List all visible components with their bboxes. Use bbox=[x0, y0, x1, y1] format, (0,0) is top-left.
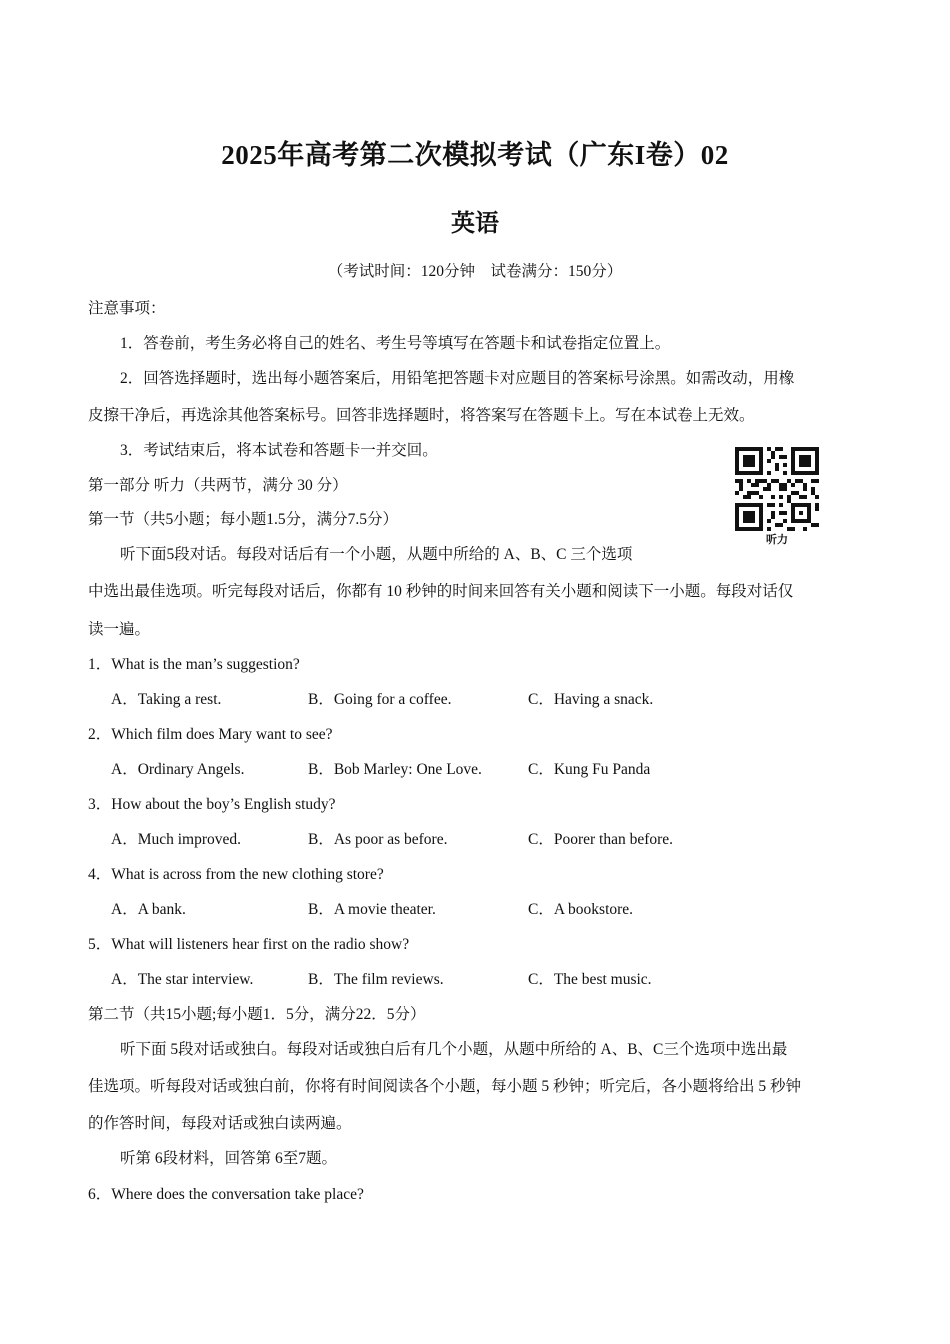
section2-instructions-line-1: 听下面 5段对话或独白。每段对话或独白后有几个小题，从题中所给的 A、B、C三个选项中选出最 bbox=[120, 1041, 788, 1058]
section2-instructions-line-3: 的作答时间，每段对话或独白读两遍。 bbox=[88, 1115, 352, 1132]
qr-code-icon bbox=[735, 447, 819, 531]
notice-item-3: 3．考试结束后，将本试卷和答题卡一并交回。 bbox=[120, 442, 438, 459]
question-stem: 3．How about the boy’s English study? bbox=[88, 796, 336, 813]
section2-heading: 第二节（共15小题;每小题1．5分，满分22．5分） bbox=[88, 1006, 426, 1023]
notice-heading: 注意事项： bbox=[88, 300, 166, 317]
notice-item-2-line-2: 皮擦干净后，再选涂其他答案标号。回答非选择题时，将答案写在答题卡上。写在本试卷上无效。 bbox=[88, 407, 755, 424]
option-c: C．Poorer than before. bbox=[528, 831, 674, 848]
question-stem: 2．Which film does Mary want to see? bbox=[88, 726, 333, 743]
notice-item-1: 1．答卷前，考生务必将自己的姓名、考生号等填写在答题卡和试卷指定位置上。 bbox=[120, 335, 671, 352]
option-b: B．As poor as before. bbox=[308, 831, 448, 848]
option-a: A．The star interview. bbox=[111, 971, 254, 988]
section1-instructions-line-1: 听下面5段对话。每段对话后有一个小题，从题中所给的 A、B、C 三个选项 bbox=[120, 546, 633, 563]
option-a: A．A bank. bbox=[111, 901, 186, 918]
qr-caption: 听力 bbox=[766, 533, 788, 546]
option-c: C．Having a snack. bbox=[528, 691, 654, 708]
section1-instructions-line-2: 中选出最佳选项。听完每段对话后，你都有 10 秒钟的时间来回答有关小题和阅读下一小题。每段对话仅 bbox=[88, 583, 794, 600]
notice-item-2-line-1: 2．回答选择题时，选出每小题答案后，用铅笔把答题卡对应题目的答案标号涂黑。如需改动，用橡 bbox=[120, 370, 795, 387]
option-a: A．Ordinary Angels. bbox=[111, 761, 245, 778]
section1-heading: 第一节（共5小题；每小题1.5分，满分7.5分） bbox=[88, 511, 399, 528]
option-c: C．A bookstore. bbox=[528, 901, 634, 918]
option-b: B．Bob Marley: One Love. bbox=[308, 761, 482, 778]
exam-title: 2025年高考第二次模拟考试（广东I卷）02 bbox=[221, 140, 729, 170]
part1-heading: 第一部分 听力（共两节，满分 30 分） bbox=[88, 477, 348, 494]
option-c: C．The best music. bbox=[528, 971, 652, 988]
question-stem: 4．What is across from the new clothing store? bbox=[88, 866, 384, 883]
question-stem: 1．What is the man’s suggestion? bbox=[88, 656, 300, 673]
question-stem: 6．Where does the conversation take place? bbox=[88, 1186, 364, 1203]
option-a: A．Taking a rest. bbox=[111, 691, 222, 708]
option-b: B．Going for a coffee. bbox=[308, 691, 452, 708]
option-b: B．A movie theater. bbox=[308, 901, 436, 918]
option-c: C．Kung Fu Panda bbox=[528, 761, 651, 778]
question-stem: 5．What will listeners hear first on the radio show? bbox=[88, 936, 410, 953]
option-a: A．Much improved. bbox=[111, 831, 242, 848]
material-note: 听第 6段材料，回答第 6至7题。 bbox=[120, 1150, 338, 1167]
exam-meta: （考试时间：120分钟 试卷满分：150分） bbox=[327, 263, 623, 280]
section1-instructions-line-3: 读一遍。 bbox=[88, 621, 151, 638]
option-b: B．The film reviews. bbox=[308, 971, 444, 988]
section2-instructions-line-2: 佳选项。听每段对话或独白前，你将有时间阅读各个小题，每小题 5 秒钟；听完后，各小题将给出 5 秒钟 bbox=[88, 1078, 802, 1095]
subject-title: 英语 bbox=[451, 211, 499, 237]
